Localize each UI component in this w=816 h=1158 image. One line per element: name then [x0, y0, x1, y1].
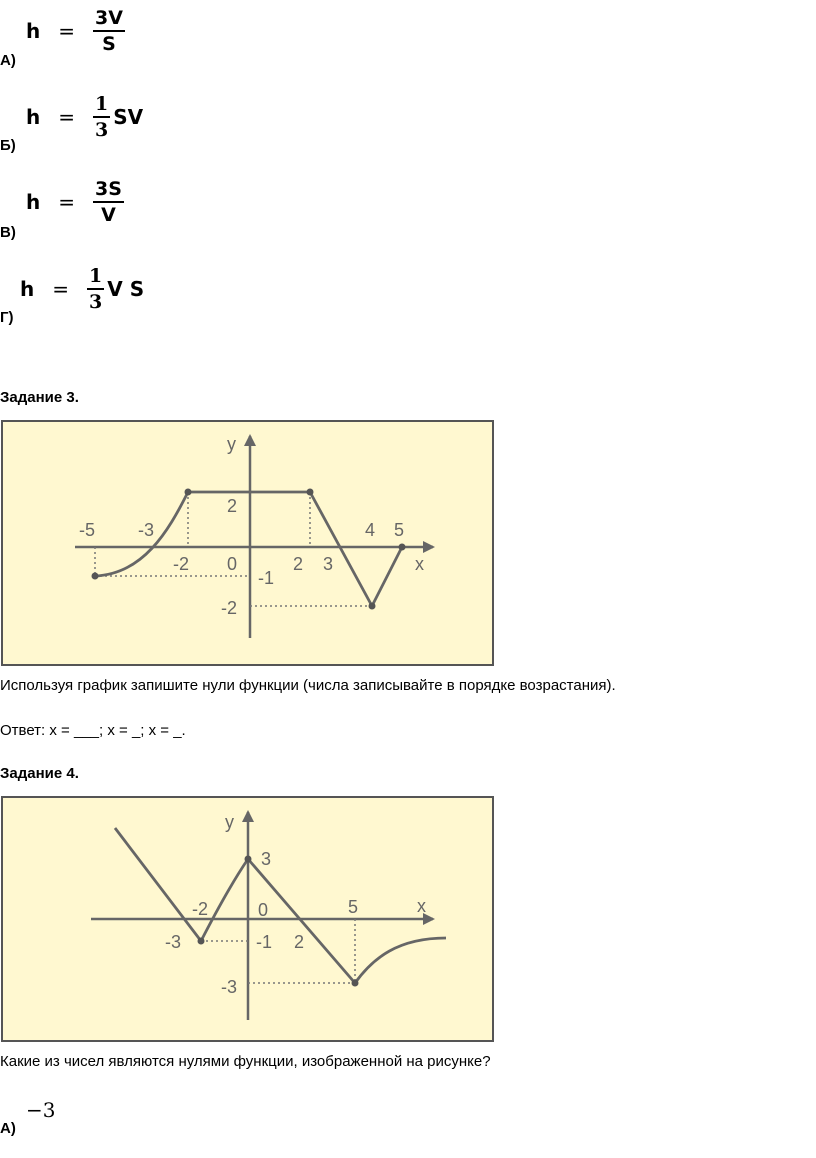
tick-label: 5: [394, 520, 405, 540]
fraction-denominator: 3: [95, 118, 109, 141]
y-axis-label: y: [227, 434, 236, 454]
option-label-a: А): [0, 52, 16, 69]
formula-a: [26, 6, 125, 56]
tick-label: 3: [261, 849, 272, 869]
task3-question: Используя график запишите нули функции (числа записывайте в порядке возрастания).: [0, 677, 616, 694]
formula-b: [26, 92, 143, 142]
formula-lhs: h: [26, 104, 41, 129]
formula-lhs: h: [26, 189, 41, 214]
tick-label: -3: [165, 932, 182, 952]
tick-label: -5: [79, 520, 96, 540]
formula-equals: =: [52, 276, 70, 301]
formula-c: [26, 177, 124, 227]
formula-lhs: h: [20, 276, 35, 301]
fraction-denominator: 3: [89, 290, 103, 313]
task3-answer: Ответ: x = ___; x = _; x = _.: [0, 722, 186, 739]
fraction-numerator: 1: [89, 265, 103, 287]
option-label-a: А): [0, 1120, 16, 1137]
tick-label: -2: [192, 899, 209, 919]
x-axis-label: x: [415, 554, 424, 574]
curve-points: [198, 856, 359, 987]
fraction-numerator: 3V: [95, 7, 123, 29]
fraction-denominator: V: [101, 203, 116, 226]
formula-tail: SV: [113, 104, 144, 129]
formula-equals: =: [58, 189, 76, 214]
formula-fraction: [93, 177, 124, 227]
function-curve: [95, 492, 405, 606]
formula-fraction: [87, 264, 104, 314]
tick-label: -1: [256, 932, 273, 952]
formula-lhs: h: [26, 18, 41, 43]
y-axis-label: y: [225, 812, 234, 832]
tick-label: 2: [293, 554, 304, 574]
fraction-denominator: S: [102, 32, 116, 55]
formula-fraction: [93, 6, 125, 56]
tick-label: 4: [365, 520, 376, 540]
tick-label: 2: [227, 496, 238, 516]
curve-points: [92, 489, 406, 610]
option-label-b: Б): [0, 137, 16, 154]
guide-lines: [201, 919, 355, 983]
tick-label: -2: [173, 554, 190, 574]
function-curve: [115, 828, 446, 983]
tick-label: -2: [221, 598, 238, 618]
tick-label: 2: [294, 932, 305, 952]
tick-label: 3: [323, 554, 334, 574]
tick-label: 5: [348, 897, 359, 917]
tick-label: 0: [258, 900, 269, 920]
tick-label: 0: [227, 554, 238, 574]
option-label-c: В): [0, 224, 16, 241]
task4-title: Задание 4.: [0, 765, 79, 782]
tick-label: -1: [258, 568, 275, 588]
formula-d: [20, 264, 144, 314]
task4-graph-svg: [3, 798, 492, 1040]
task4-graph: [1, 796, 494, 1042]
formula-fraction: [93, 92, 110, 142]
option-label-d: Г): [0, 309, 14, 326]
fraction-numerator: 3S: [95, 178, 122, 200]
fraction-numerator: 1: [95, 93, 109, 115]
task3-graph: [1, 420, 494, 666]
tick-label: -3: [138, 520, 155, 540]
task3-graph-svg: [3, 422, 492, 664]
x-axis-label: x: [417, 896, 426, 916]
option-value-a: −3: [26, 1098, 56, 1122]
task4-question: Какие из чисел являются нулями функции, изображенной на рисунке?: [0, 1053, 491, 1070]
formula-equals: =: [58, 104, 76, 129]
tick-label: -3: [221, 977, 238, 997]
task3-title: Задание 3.: [0, 389, 79, 406]
formula-tail: V S: [107, 276, 145, 301]
formula-equals: =: [58, 18, 76, 43]
